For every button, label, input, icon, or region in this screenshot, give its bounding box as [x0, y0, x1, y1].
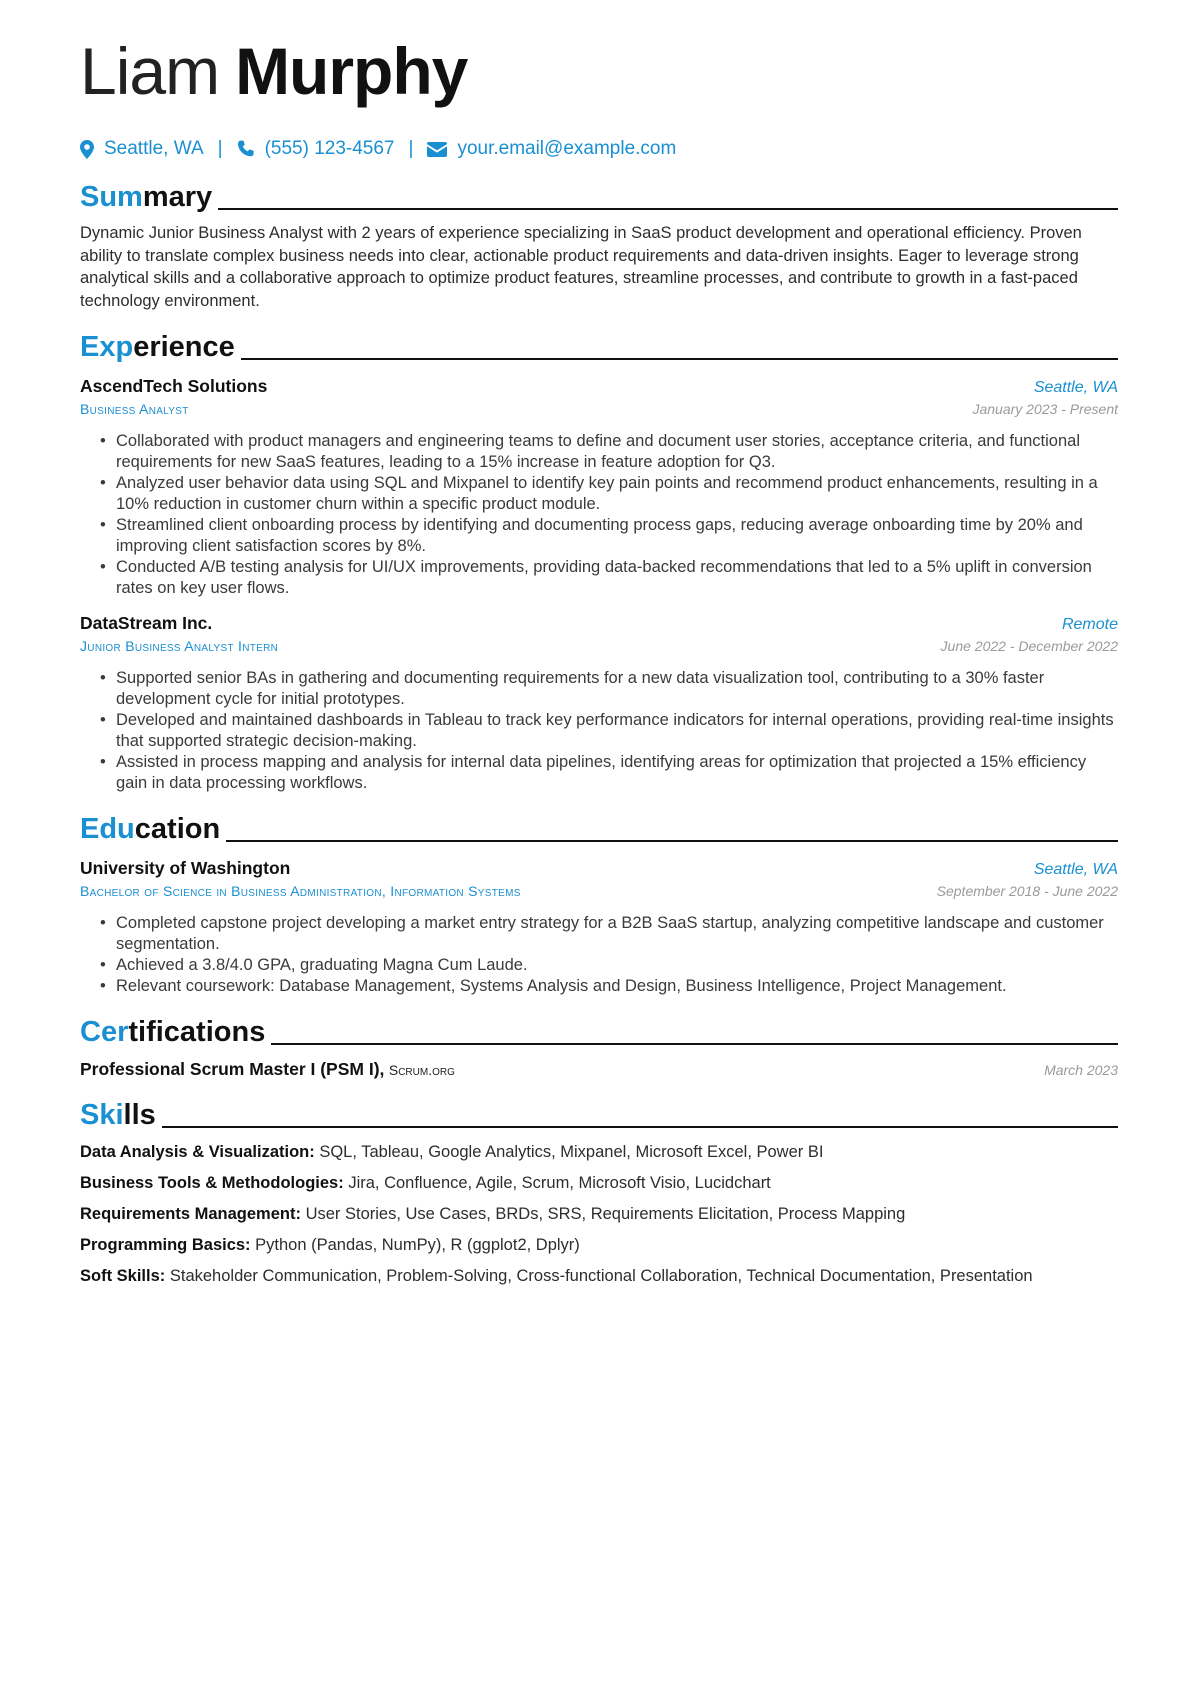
- heading-rule: [218, 208, 1118, 210]
- certification-name: Professional Scrum Master I (PSM I): [80, 1059, 380, 1079]
- heading-rest: mary: [142, 181, 213, 213]
- skills-heading: [80, 1100, 1118, 1130]
- skill-value: SQL, Tableau, Google Analytics, Mixpanel, Microsoft Excel, Power BI: [319, 1143, 824, 1161]
- certification-date: March 2023: [1044, 1062, 1118, 1078]
- school-name: University of Washington: [80, 858, 291, 878]
- certification-entry: [80, 1059, 1118, 1080]
- skill-row: [80, 1235, 1118, 1255]
- education-bullets: [80, 913, 1118, 997]
- skill-value: Stakeholder Communication, Problem-Solving, Cross-functional Collaboration, Technical Documentation, Presentation: [169, 1267, 1033, 1285]
- job-dates: June 2022 - December 2022: [940, 638, 1118, 654]
- job-location: Remote: [1061, 616, 1118, 633]
- skill-row: [80, 1173, 1118, 1193]
- heading-rest: lls: [123, 1099, 156, 1131]
- heading-accent: Sum: [80, 181, 143, 213]
- heading-rule: [241, 358, 1118, 360]
- summary-heading: [80, 182, 1118, 212]
- skill-label: Business Tools & Methodologies:: [80, 1174, 344, 1192]
- job-dates: January 2023 - Present: [972, 401, 1118, 417]
- heading-rule: [226, 840, 1118, 842]
- list-item: • Relevant coursework: Database Management, Systems Analysis and Design, Business Intelligence, Project Management.: [116, 976, 1118, 997]
- school-location: Seattle, WA: [1033, 861, 1118, 878]
- heading-rule: [271, 1043, 1118, 1045]
- education-dates: September 2018 - June 2022: [936, 883, 1118, 899]
- skill-label: Requirements Management:: [80, 1205, 301, 1223]
- skill-value: Python (Pandas, NumPy), R (ggplot2, Dplyr): [255, 1236, 580, 1254]
- list-item: • Conducted A/B testing analysis for UI/UX improvements, providing data-backed recommendations that led to a 5% uplift in conversion rates on key user flows.: [116, 557, 1118, 599]
- heading-accent: Cer: [80, 1016, 129, 1048]
- list-item: • Completed capstone project developing a market entry strategy for a B2B SaaS startup, analyzing competitive landscape and customer segmentation.: [116, 913, 1118, 955]
- job-bullets: [80, 431, 1118, 599]
- job-entry: [80, 613, 1118, 794]
- skill-value: Jira, Confluence, Agile, Scrum, Microsoft Visio, Lucidchart: [348, 1174, 771, 1192]
- contact-location: [80, 138, 204, 160]
- skill-label: Soft Skills:: [80, 1267, 166, 1285]
- skill-label: Data Analysis & Visualization:: [80, 1143, 315, 1161]
- job-role: Business Analyst: [80, 401, 189, 417]
- heading-accent: Edu: [80, 813, 135, 845]
- list-item: • Analyzed user behavior data using SQL and Mixpanel to identify key pain points and recommend product enhancements, resulting in a 10% reduction in customer churn within a specific product module.: [116, 473, 1118, 515]
- skill-row: [80, 1266, 1118, 1286]
- phone-icon: [237, 140, 255, 158]
- list-item: • Collaborated with product managers and engineering teams to define and document user stories, acceptance criteria, and functional requirements for new SaaS features, leading to a 15% increase in feature adoption for Q3.: [116, 431, 1118, 473]
- job-entry: [80, 376, 1118, 599]
- list-item: • Achieved a 3.8/4.0 GPA, graduating Magna Cum Laude.: [116, 955, 1118, 976]
- heading-rest: cation: [134, 813, 221, 845]
- contact-email: [427, 138, 676, 160]
- job-role: Junior Business Analyst Intern: [80, 638, 279, 654]
- name-header: [80, 34, 1118, 112]
- contact-row: [80, 136, 1118, 162]
- experience-heading: [80, 332, 1118, 362]
- list-item: • Supported senior BAs in gathering and documenting requirements for a new data visualization tool, contributing to a 30% faster development cycle for initial prototypes.: [116, 668, 1118, 710]
- skills-list: [80, 1142, 1118, 1286]
- company-name: AscendTech Solutions: [80, 376, 268, 396]
- certifications-heading: [80, 1017, 1118, 1047]
- certification-comma: ,: [379, 1059, 385, 1079]
- skill-row: [80, 1142, 1118, 1162]
- contact-separator: |: [217, 138, 223, 159]
- skill-row: [80, 1204, 1118, 1224]
- job-location: Seattle, WA: [1033, 379, 1118, 396]
- job-bullets: [80, 668, 1118, 794]
- heading-rest: tifications: [128, 1016, 266, 1048]
- heading-rest: erience: [133, 331, 235, 363]
- map-marker-icon: [80, 140, 94, 159]
- phone-text[interactable]: (555) 123-4567: [264, 138, 395, 159]
- education-entry: [80, 858, 1118, 997]
- heading-accent: Exp: [80, 331, 134, 363]
- skill-value: User Stories, Use Cases, BRDs, SRS, Requirements Elicitation, Process Mapping: [305, 1205, 906, 1223]
- certification-issuer: Scrum.org: [388, 1062, 455, 1078]
- list-item: • Assisted in process mapping and analysis for internal data pipelines, identifying areas for optimization that projected a 15% efficiency gain in data processing workflows.: [116, 752, 1118, 794]
- location-text: Seattle, WA: [104, 138, 204, 159]
- contact-separator: |: [408, 138, 414, 159]
- last-name: Murphy: [235, 34, 468, 108]
- summary-text: Dynamic Junior Business Analyst with 2 years of experience specializing in SaaS product development and operational efficiency. Proven ability to translate complex business needs into clear, actionable product requirements and data-driven insights. Eager to leverage strong analytical skills and a collaborative approach to optimize product features, streamline processes, and contribute to growth in a fast-paced technology environment.: [80, 224, 1082, 310]
- degree: Bachelor of Science in Business Administration, Information Systems: [80, 883, 521, 899]
- envelope-icon: [427, 142, 447, 157]
- company-name: DataStream Inc.: [80, 613, 213, 633]
- email-link[interactable]: your.email@example.com: [457, 138, 677, 159]
- list-item: • Developed and maintained dashboards in Tableau to track key performance indicators for internal operations, providing real-time insights that supported strategic decision-making.: [116, 710, 1118, 752]
- education-heading: [80, 814, 1118, 844]
- first-name: Liam: [80, 34, 220, 108]
- contact-phone: [237, 138, 395, 160]
- skill-label: Programming Basics:: [80, 1236, 251, 1254]
- heading-accent: Ski: [80, 1099, 124, 1131]
- list-item: • Streamlined client onboarding process by identifying and documenting process gaps, reducing average onboarding time by 20% and improving client satisfaction scores by 8%.: [116, 515, 1118, 557]
- heading-rule: [162, 1126, 1118, 1128]
